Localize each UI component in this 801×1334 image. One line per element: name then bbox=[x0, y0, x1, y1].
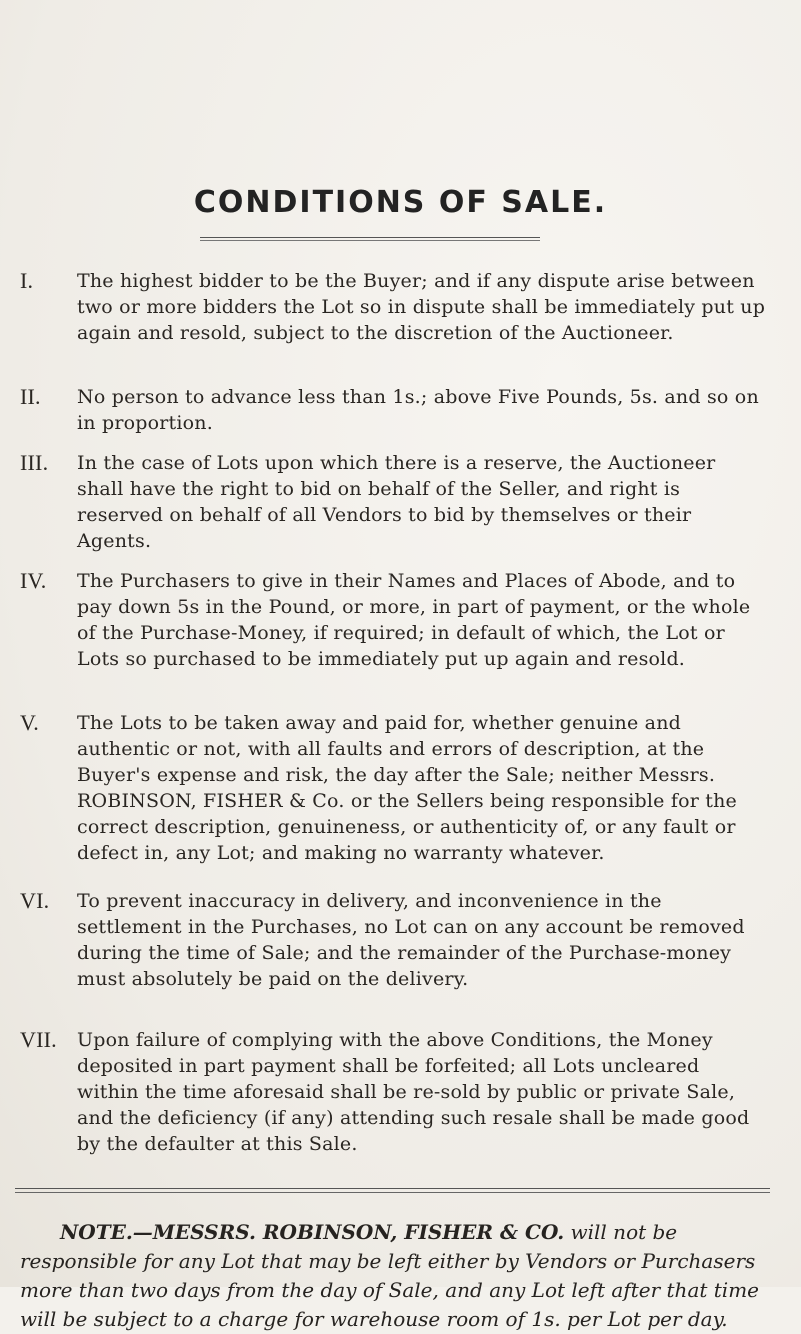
page-title: CONDITIONS OF SALE. bbox=[193, 185, 608, 220]
condition-text: Upon failure of complying with the above Conditions, the Money deposited in part payment shall be forfeited; all Lots uncleared within the time aforesaid shall be re-sold by public or private Sale, and the deficiency (if any) attending such resale shall be made good by the defaulter at this Sale. bbox=[77, 1029, 750, 1155]
condition-7 bbox=[20, 1027, 780, 1157]
condition-3 bbox=[20, 450, 780, 554]
condition-4 bbox=[20, 568, 780, 672]
condition-5 bbox=[20, 710, 780, 866]
condition-2 bbox=[20, 384, 780, 436]
condition-text: In the case of Lots upon which there is a reserve, the Auctioneer shall have the right to bid on behalf of the Seller, and right is reserved on behalf of all Vendors to bid by themselves or their Agents. bbox=[77, 452, 716, 552]
condition-text: To prevent inaccuracy in delivery, and inconvenience in the settlement in the Purchases, no Lot can on any account be removed during the time of Sale; and the remainder of the Purchase-money must absolutely be paid on the delivery. bbox=[77, 890, 745, 990]
condition-numeral: VI. bbox=[20, 888, 50, 913]
condition-6 bbox=[20, 888, 780, 992]
condition-numeral: IV. bbox=[20, 568, 47, 593]
condition-1 bbox=[20, 268, 780, 346]
condition-numeral: V. bbox=[20, 710, 39, 735]
condition-text: The Purchasers to give in their Names and Places of Abode, and to pay down 5s in the Pound, or more, in part of payment, or the whole of the Purchase-Money, if required; in default of which, the Lot or Lots so purchased to be immediately put up again and resold. bbox=[77, 570, 751, 670]
condition-text: No person to advance less than 1s.; above Five Pounds, 5s. and so on in proportion. bbox=[77, 386, 759, 434]
condition-numeral: II. bbox=[20, 384, 41, 409]
condition-text: The Lots to be taken away and paid for, whether genuine and authentic or not, with all faults and errors of description, at the Buyer's expense and risk, the day after the Sale; neither Messrs. ROBINSON, FISHER & Co. or the Sellers being responsible for the correct description, genuineness, or authenticity of, or any fault or defect in, any Lot; and making no warranty whatever. bbox=[77, 712, 737, 864]
note-text: will not be responsible for any Lot that may be left either by Vendors or Purchasers more than two days from the day of Sale, and any Lot left after that time will be subject to a charge for warehouse room of 1s. per Lot per day. bbox=[20, 1220, 759, 1331]
condition-numeral: VII. bbox=[20, 1027, 57, 1052]
condition-text: The highest bidder to be the Buyer; and if any dispute arise between two or more bidders the Lot so in dispute shall be immediately put up again and resold, subject to the discretion of the Auctioneer. bbox=[77, 270, 766, 344]
condition-numeral: I. bbox=[20, 268, 34, 293]
title-divider bbox=[200, 237, 540, 238]
footer-note bbox=[20, 1218, 765, 1334]
condition-numeral: III. bbox=[20, 450, 49, 475]
note-lead: NOTE.—MESSRS. ROBINSON, FISHER & CO. bbox=[60, 1220, 565, 1244]
section-divider bbox=[15, 1188, 770, 1189]
